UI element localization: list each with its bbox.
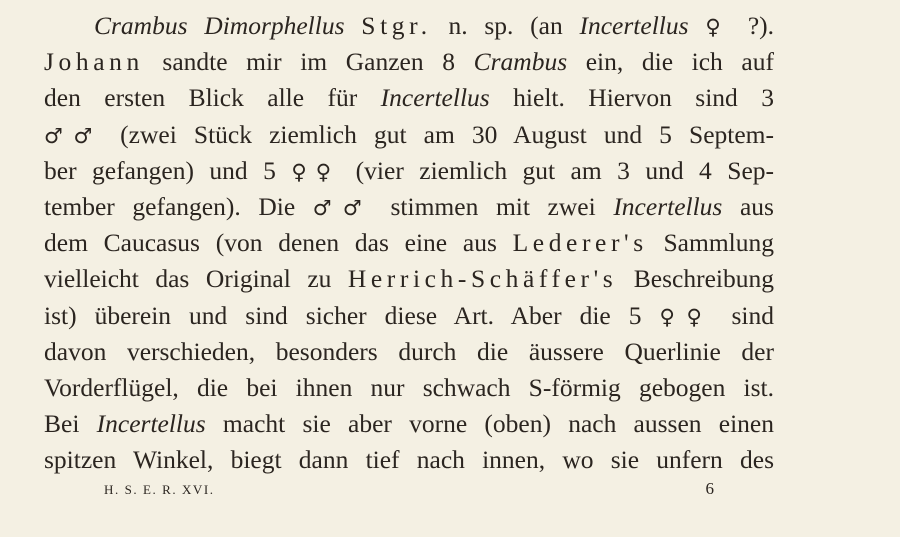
text-line: [44, 370, 774, 406]
text-line: [44, 117, 774, 153]
text-run: Bei: [44, 409, 97, 439]
text-run: Beschreibung: [617, 264, 775, 294]
page-footer: [44, 479, 774, 502]
text-run: sind: [713, 300, 775, 330]
spaced-name: Stgr.: [361, 11, 432, 40]
text-run: tember gefangen). Die: [44, 192, 313, 221]
printer-signature: H. S. E. R. XVI.: [104, 482, 215, 497]
italic-term: Crambus: [473, 47, 568, 77]
spaced-name: Herrich-Schäffer's: [347, 264, 618, 294]
text-run: den ersten Blick alle für: [44, 83, 381, 113]
text-line: [44, 44, 774, 80]
text-line: [44, 189, 774, 225]
text-run: hielt. Hiervon sind 3: [489, 83, 774, 113]
text-run: spitzen Winkel, biegt dann tief nach innen, wo sie unfern des: [44, 445, 774, 475]
text-line: [44, 80, 774, 116]
text-line: [44, 442, 774, 478]
italic-term: Incertellus: [613, 192, 723, 221]
text-run: aus: [722, 192, 774, 221]
italic-term: Crambus Dimorphellus: [94, 11, 345, 40]
text-run: ist) überein und sind sicher diese Art. Aber die 5: [44, 300, 660, 330]
text-run: ?).: [731, 11, 775, 40]
italic-term: Incertellus: [96, 409, 206, 439]
italic-term: Incertellus: [579, 11, 689, 40]
text-run: (vier ziemlich gut am 3 und 4 Sep-: [340, 155, 775, 185]
text-run: n. sp. (an: [431, 11, 580, 40]
text-run: ber gefangen) und 5: [44, 155, 292, 185]
sex-symbol: ♂♂: [312, 196, 373, 220]
text-run: (zwei Stück ziemlich gut am 30 August und 5 Septem-: [103, 119, 774, 149]
italic-term: Incertellus: [380, 83, 490, 113]
text-line: [44, 406, 774, 442]
text-run: sandte mir im Ganzen 8: [143, 47, 474, 77]
text-run: ein, die ich auf: [567, 47, 774, 77]
text-run: [689, 11, 706, 40]
text-run: [345, 11, 362, 40]
page-number: 6: [705, 479, 714, 498]
spaced-name: Johann: [44, 47, 144, 77]
sex-symbol: ♀♀: [659, 304, 714, 329]
text-line: [94, 8, 774, 44]
sex-symbol: ♀: [705, 15, 732, 39]
text-run: Vorderflügel, die bei ihnen nur schwach S-förmig gebogen ist.: [44, 373, 774, 402]
text-run: vielleicht das Original zu: [44, 264, 348, 294]
text-line: [44, 225, 774, 261]
sex-symbol: ♂♂: [44, 123, 104, 148]
text-line: [44, 298, 774, 334]
text-line: [44, 261, 774, 297]
text-run: dem Caucasus (von denen das eine aus: [44, 228, 513, 258]
sex-symbol: ♀♀: [291, 159, 341, 184]
text-line: [44, 334, 774, 370]
spaced-name: Lederer's: [512, 228, 648, 258]
text-run: davon verschieden, besonders durch die äussere Querlinie der: [44, 336, 774, 366]
text-run: macht sie aber vorne (oben) nach aussen einen: [205, 409, 774, 439]
text-run: stimmen mit zwei: [372, 192, 614, 221]
text-line: [44, 153, 774, 189]
text-run: Sammlung: [647, 228, 775, 258]
